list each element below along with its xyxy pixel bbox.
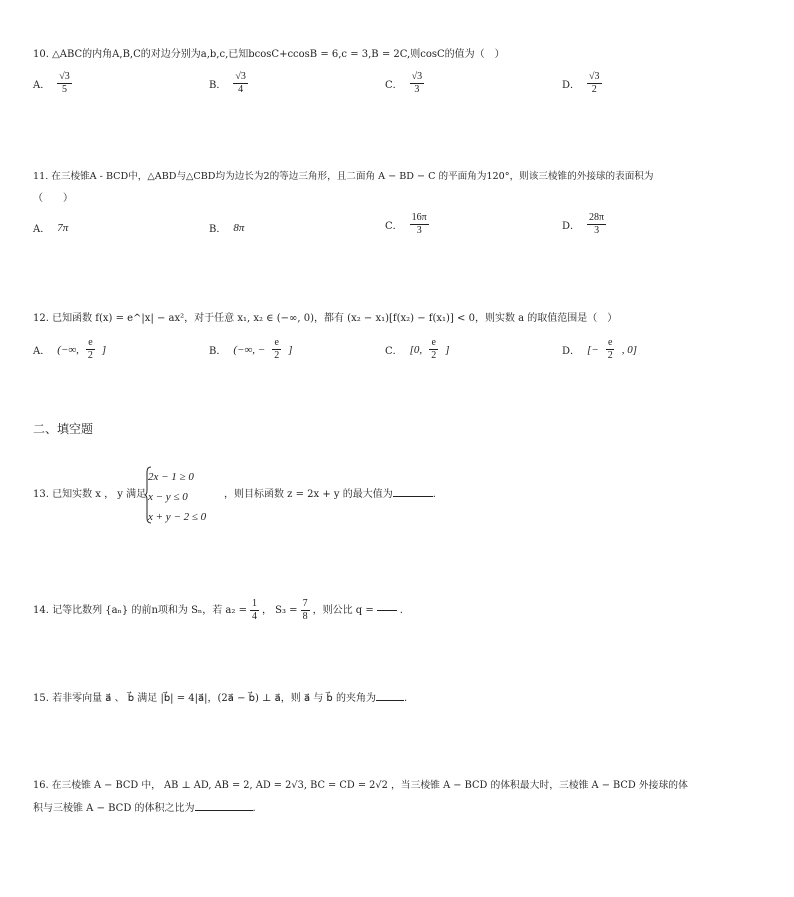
interval-close: ] — [288, 343, 293, 356]
numerator: 16π — [411, 212, 427, 223]
numerator: √3 — [59, 71, 70, 82]
fraction — [57, 71, 72, 96]
option-label: C． — [385, 80, 403, 91]
denominator: 8 — [302, 611, 308, 622]
option-value: 7π — [57, 221, 69, 234]
q10-option-c[interactable] — [385, 71, 424, 96]
question-14-mid: ， S₃ = — [261, 604, 298, 616]
option-label: B． — [209, 346, 227, 357]
fraction — [429, 337, 438, 362]
interval-close: ] — [101, 343, 107, 356]
option-value: 8π — [233, 221, 245, 234]
answer-blank[interactable] — [195, 810, 253, 811]
question-16-line2: 积与三棱锥 A − BCD 的体积之比为 — [33, 803, 195, 814]
q12-option-c[interactable] — [385, 337, 449, 362]
question-13-prefix: 13. 已知实数 x ， y 满足 — [33, 489, 147, 500]
denominator: 3 — [414, 84, 420, 95]
option-label: A． — [33, 346, 51, 357]
question-14-prefix: 14. 记等比数列 {aₙ} 的前n项和为 Sₙ，若 a₂ = — [33, 604, 247, 616]
numerator: √3 — [589, 71, 600, 82]
answer-blank[interactable] — [376, 700, 404, 701]
question-15-text: 15. 若非零向量 a⃗ 、 b⃗ 满足 |b⃗| = 4|a⃗|，(2a⃗ − b⃗) ⊥ a⃗，则 a⃗ 与 b⃗ 的夹角为 — [33, 693, 376, 704]
denominator: 3 — [594, 225, 600, 236]
numerator: 7 — [302, 598, 308, 609]
question-16-line2-wrap: 积与三棱锥 A − BCD 的体积之比为 . — [33, 803, 256, 814]
denominator: 2 — [591, 84, 597, 95]
denominator: 4 — [238, 84, 244, 95]
q10-option-d[interactable] — [562, 71, 602, 96]
q11-option-b[interactable] — [209, 220, 244, 235]
q10-option-a[interactable] — [33, 71, 72, 96]
fraction-s3 — [301, 598, 310, 623]
fraction — [606, 337, 615, 362]
fraction — [410, 212, 429, 237]
q11-option-a[interactable] — [33, 220, 68, 235]
question-11-paren: （ ） — [33, 193, 73, 204]
denominator: 2 — [607, 350, 613, 361]
fraction-a2 — [250, 598, 259, 623]
fraction — [587, 212, 606, 237]
constraint-2: x − y ≤ 0 — [148, 491, 188, 503]
period: . — [399, 604, 403, 616]
option-label: A． — [33, 80, 51, 91]
answer-blank[interactable] — [393, 496, 433, 497]
denominator: 2 — [87, 350, 93, 361]
denominator: 2 — [274, 350, 280, 361]
fraction — [86, 337, 95, 362]
option-label: B． — [209, 224, 227, 235]
constraint-system — [148, 467, 206, 527]
question-15: 15. 若非零向量 a⃗ 、 b⃗ 满足 |b⃗| = 4|a⃗|，(2a⃗ − b⃗) ⊥ a⃗，则 a⃗ 与 b⃗ 的夹角为 . — [33, 693, 408, 704]
numerator: √3 — [411, 71, 423, 82]
numerator: √3 — [235, 71, 246, 82]
constraint-3: x + y − 2 ≤ 0 — [148, 511, 207, 523]
interval-close: ] — [445, 343, 450, 356]
question-16-line1: 16. 在三棱锥 A − BCD 中， AB ⊥ AD, AB = 2, AD = 2√3, BC = CD = 2√2 ，当三棱锥 A − BCD 的体积最大时，三棱锥 A − BCD 外接球的体 — [33, 780, 688, 791]
denominator: 2 — [431, 350, 437, 361]
interval-close: , 0] — [621, 343, 638, 356]
denominator: 5 — [61, 84, 67, 95]
fraction — [410, 71, 425, 96]
option-label: A． — [33, 224, 51, 235]
answer-blank[interactable] — [377, 610, 397, 611]
q10-option-b[interactable] — [209, 71, 248, 96]
q11-option-c[interactable] — [385, 212, 429, 237]
numerator: 1 — [251, 598, 257, 609]
option-label: D． — [562, 221, 581, 232]
option-label: D． — [562, 346, 581, 357]
question-14-suffix: ，则公比 q = — [312, 604, 374, 616]
interval-open: (−∞, — [57, 343, 79, 356]
option-label: D． — [562, 80, 581, 91]
denominator: 4 — [251, 611, 257, 622]
fraction — [587, 71, 602, 96]
question-14 — [33, 598, 403, 623]
numerator: 28π — [589, 212, 605, 223]
numerator: e — [431, 337, 436, 348]
question-11-text: 11. 在三棱锥A - BCD中，△ABD与△CBD均为边长为2的等边三角形，且二面角 A − BD − C 的平面角为120°，则该三棱锥的外接球的表面积为 — [33, 171, 654, 182]
q12-option-a[interactable] — [33, 337, 106, 362]
question-12-text: 12. 已知函数 f(x) = e^|x| − ax²，对于任意 x₁, x₂ ∈ (−∞, 0)，都有 (x₂ − x₁)[f(x₂) − f(x₁)] < 0，则实数 a 的取值范围是（ ） — [33, 313, 618, 324]
question-13-suffix-text: ，则目标函数 z = 2x + y 的最大值为 — [224, 489, 393, 500]
interval-open: (−∞, − — [233, 343, 266, 356]
fraction — [272, 337, 281, 362]
numerator: e — [88, 337, 93, 348]
q12-option-b[interactable] — [209, 337, 293, 362]
q11-option-d[interactable] — [562, 212, 606, 237]
constraint-1: 2x − 1 ≥ 0 — [148, 471, 194, 483]
q12-option-d[interactable] — [562, 337, 637, 362]
interval-open: [− — [587, 343, 599, 356]
section-title: 二、填空题 — [33, 422, 94, 436]
numerator: e — [274, 337, 279, 348]
question-10-text: 10. △ABC的内角A,B,C的对边分别为a,b,c,已知bcosC+ccosB = 6,c = 3,B = 2C,则cosC的值为（ ） — [33, 49, 505, 60]
fraction — [233, 71, 248, 96]
option-label: B． — [209, 80, 227, 91]
option-label: C． — [385, 221, 403, 232]
numerator: e — [608, 337, 613, 348]
question-13-suffix: ，则目标函数 z = 2x + y 的最大值为 . — [224, 489, 436, 500]
interval-open: [0, — [409, 343, 423, 356]
denominator: 3 — [416, 225, 422, 236]
option-label: C． — [385, 346, 403, 357]
